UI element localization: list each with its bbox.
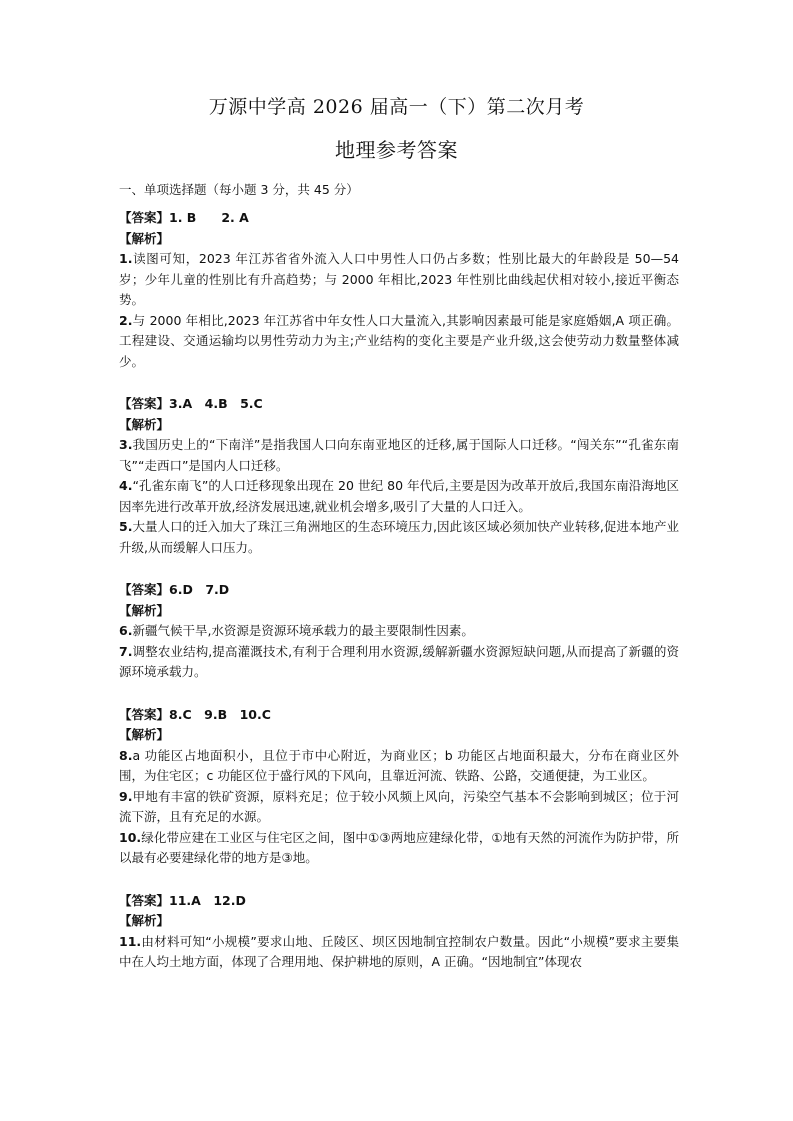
analysis-item: 4.“孔雀东南飞”的人口迁移现象出现在 20 世纪 80 年代后,主要是因为改革开放后,我国东南沿海地区因率先进行改革开放,经济发展迅速,就业机会增多,吸引了大量的人口迁入。 [119, 478, 679, 514]
analysis-item: 11.由材料可知“小规模”要求山地、丘陵区、坝区因地制宜控制农户数量。因此“小规模”要求主要集中在人均土地方面，体现了合理用地、保护耕地的原则，A 正确。“因地制宜”体现农 [119, 933, 679, 969]
analysis-item: 10.绿化带应建在工业区与住宅区之间，图中①③两地应建绿化带，①地有天然的河流作为防护带，所以最有必要建绿化带的地方是③地。 [119, 829, 679, 865]
answer-line: 【答案】1. B 2. A [119, 210, 249, 225]
analysis-label: 【解析】 [119, 727, 170, 742]
answer-line: 【答案】8.C 9.B 10.C [119, 706, 271, 722]
answer-block [119, 394, 679, 558]
analysis-item: 8.a 功能区占地面积小，且位于市中心附近，为商业区；b 功能区占地面积最大，分布在商业区外围，为住宅区；c 功能区位于盛行风的下风向，且靠近河流、铁路、公路，交通便捷，为工业区。 [119, 747, 679, 783]
analysis-label: 【解析】 [119, 230, 170, 246]
analysis-label: 【解析】 [119, 602, 170, 618]
analysis-item: 9.甲地有丰富的铁矿资源，原料充足；位于较小风频上风向，污染空气基本不会影响到城区；位于河流下游，且有充足的水源。 [119, 788, 679, 824]
answer-line: 【答案】3.A 4.B 5.C [119, 396, 263, 411]
analysis-item: 1.读图可知，2023 年江苏省省外流入人口中男性人口仍占多数；性别比最大的年龄段是 50—54 岁；少年儿童的性别比有升高趋势；与 2000 年相比,2023 年性别比曲线起伏相对较小,接近平衡态势。 [119, 251, 679, 307]
answer-line: 【答案】6.D 7.D [119, 582, 230, 597]
document-title: 万源中学高 2026 届高一（下）第二次月考 [208, 96, 585, 118]
section-heading: 一、单项选择题（每小题 3 分，共 45 分） [119, 182, 359, 197]
document-subtitle: 地理参考答案 [335, 138, 458, 162]
answer-block [119, 580, 679, 683]
answer-content [119, 208, 679, 985]
analysis-item: 6.新疆气候干旱,水资源是资源环境承载力的最主要限制性因素。 [119, 623, 474, 638]
analysis-item: 3.我国历史上的“下南洋”是指我国人口向东南亚地区的迁移,属于国际人口迁移。“闯关东”“孔雀东南飞”“走西口”是国内人口迁移。 [119, 437, 679, 473]
answer-line: 【答案】11.A 12.D [119, 892, 246, 908]
analysis-item: 7.调整农业结构,提高灌溉技术,有利于合理利用水资源,缓解新疆水资源短缺问题,从而提高了新疆的资源环境承载力。 [119, 643, 679, 679]
answer-block [119, 705, 679, 869]
analysis-item: 2.与 2000 年相比,2023 年江苏省中年女性人口大量流入,其影响因素最可能是家庭婚姻,A 项正确。工程建设、交通运输均以男性劳动力为主;产业结构的变化主要是产业升级,这会使劳动力数量整体减少。 [119, 312, 679, 369]
analysis-item: 5.大量人口的迁入加大了珠江三角洲地区的生态环境压力,因此该区域必须加快产业转移,促进本地产业升级,从而缓解人口压力。 [119, 519, 679, 555]
analysis-label: 【解析】 [119, 913, 170, 928]
answer-block [119, 891, 679, 973]
answer-block [119, 208, 679, 372]
analysis-label: 【解析】 [119, 416, 170, 432]
